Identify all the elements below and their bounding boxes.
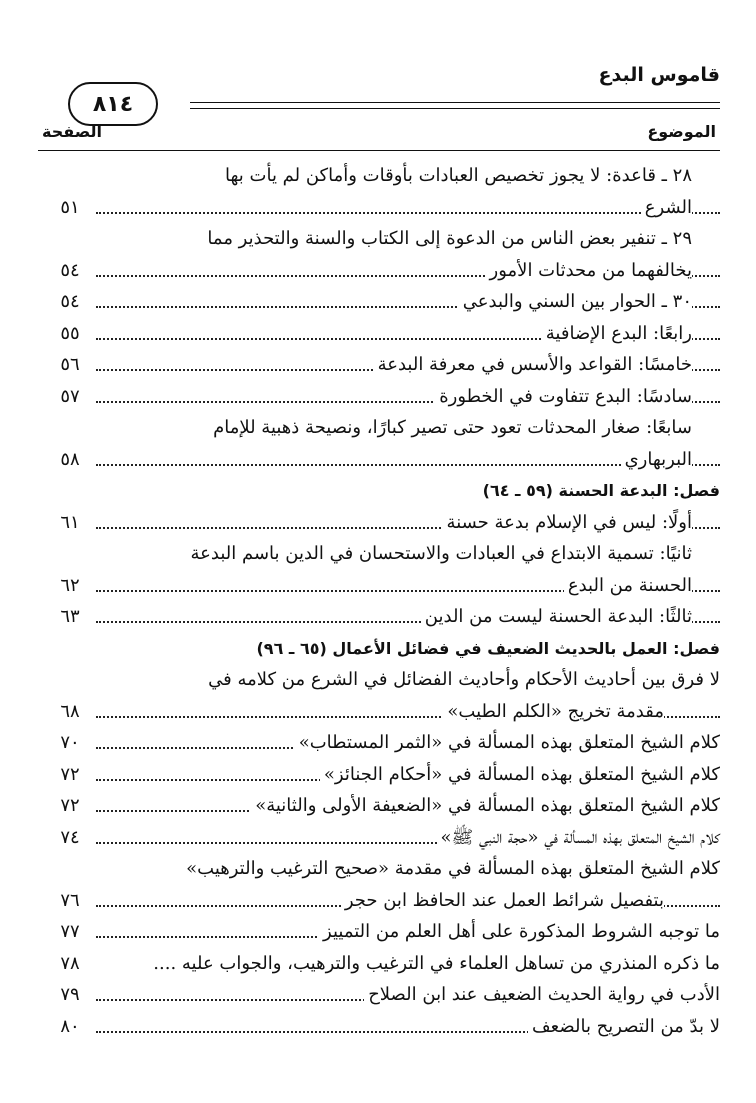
toc-entry [38, 192, 720, 224]
header-rule [190, 108, 720, 109]
toc-entry [38, 160, 720, 192]
toc-entry-title: ٢٨ ـ قاعدة: لا يجوز تخصيص العبادات بأوقات وأماكن لم يأت بها [221, 160, 692, 192]
toc-entry-title: كلام الشيخ المتعلق بهذه المسألة في «الضعيفة الأولى والثانية» [251, 790, 720, 822]
toc-entry [38, 916, 720, 948]
toc-entry-title: فصل: العمل بالحديث الضعيف في فضائل الأعمال (٦٥ ـ ٩٦) [252, 633, 720, 665]
page-number-badge [68, 82, 158, 126]
header-rule [190, 102, 720, 103]
toc-entry [38, 444, 720, 476]
toc-entry-page: ٦٨ [60, 700, 80, 722]
column-header-rule [38, 150, 720, 151]
toc-entry-title: كلام الشيخ المتعلق بهذه المسألة في «أحكام الجنائز» [320, 759, 720, 791]
toc-entry-title: كلام الشيخ المتعلق بهذه المسألة في «حجة النبي ﷺ» [437, 822, 720, 854]
toc-entry-page: ٧٢ [60, 795, 80, 816]
toc-entry-page: ٥٤ [60, 259, 80, 281]
toc-entry-page: ٧٩ [60, 984, 80, 1005]
dot-leader [96, 212, 720, 214]
toc-entry [38, 696, 720, 728]
toc-entry-title: الحسنة من البدع [564, 570, 692, 602]
toc-entry-title: بتفصيل شرائط العمل عند الحافظ ابن حجر [341, 885, 664, 917]
toc-entry-page: ٥٦ [60, 354, 80, 375]
toc-entry-page: ٥٥ [60, 322, 80, 344]
toc-entry [38, 853, 720, 885]
toc-entry-title: رابعًا: البدع الإضافية [542, 318, 692, 350]
toc-entry-title: لا بدّ من التصريح بالضعف [528, 1011, 720, 1043]
book-title: قاموس البدع [598, 64, 720, 86]
toc-entry-title: كلام الشيخ المتعلق بهذه المسألة في مقدمة «صحيح الترغيب والترهيب» [182, 853, 720, 885]
toc-entry [38, 822, 720, 854]
toc-entry [38, 979, 720, 1011]
page-number: ٨١٤ [92, 91, 134, 117]
toc-entry [38, 286, 720, 318]
toc-entry-title: ثالثًا: البدعة الحسنة ليست من الدين [421, 601, 692, 633]
toc-entry-page: ٦١ [60, 511, 80, 533]
toc-entry-title: كلام الشيخ المتعلق بهذه المسألة في «الثمر المستطاب» [295, 727, 720, 759]
toc-entry-page: ٧٢ [60, 763, 80, 785]
toc-entry-page: ٧٤ [60, 826, 80, 848]
toc-entry [38, 759, 720, 791]
toc-entries [38, 160, 720, 1042]
toc-entry [38, 412, 720, 444]
toc-entry-page: ٨٠ [60, 1015, 80, 1037]
toc-entry-page: ٥٤ [60, 291, 80, 312]
toc-entry-page: ٧٧ [60, 921, 80, 942]
toc-entry [38, 349, 720, 381]
toc-entry-title: فصل: البدعة الحسنة (٥٩ ـ ٦٤) [479, 475, 720, 507]
toc-entry-title: سادسًا: البدع تتفاوت في الخطورة [435, 381, 692, 413]
toc-entry [38, 885, 720, 917]
toc-section-heading [38, 633, 720, 665]
toc-entry-page: ٥١ [60, 196, 80, 218]
toc-entry-title: مقدمة تخريج «الكلم الطيب» [443, 696, 664, 728]
toc-entry-title: أولًا: ليس في الإسلام بدعة حسنة [443, 507, 692, 539]
toc-entry-title: ما توجبه الشروط المذكورة على أهل العلم من التمييز [319, 916, 720, 948]
toc-entry-title: البربهاري [621, 444, 692, 476]
toc-entry-page: ٧٦ [60, 889, 80, 911]
page-column-label: الصفحة [42, 122, 103, 141]
toc-entry-page: ٧٨ [60, 952, 80, 974]
toc-entry [38, 1011, 720, 1043]
toc-entry [38, 538, 720, 570]
toc-entry [38, 223, 720, 255]
column-header [38, 122, 720, 148]
toc-entry-page: ٦٢ [60, 574, 80, 596]
toc-entry-title: لا فرق بين أحاديث الأحكام وأحاديث الفضائل في الشرع من كلامه في [204, 664, 720, 696]
toc-entry [38, 255, 720, 287]
toc-entry-title: خامسًا: القواعد والأسس في معرفة البدعة [374, 349, 692, 381]
toc-entry [38, 318, 720, 350]
toc-entry-title: سابعًا: صغار المحدثات تعود حتى تصير كبارًا، ونصيحة ذهبية للإمام [209, 412, 692, 444]
toc-entry-title: يخالفهما من محدثات الأمور [486, 255, 692, 287]
running-head [38, 64, 720, 124]
toc-page [38, 38, 720, 1078]
toc-entry-title: ثانيًا: تسمية الابتداع في العبادات والاستحسان في الدين باسم البدعة [186, 538, 692, 570]
toc-entry [38, 381, 720, 413]
toc-entry [38, 570, 720, 602]
toc-entry-title: الشرع [641, 192, 692, 224]
toc-entry-page: ٥٨ [60, 448, 80, 470]
toc-entry-title: ٣٠ ـ الحوار بين السني والبدعي [459, 286, 692, 318]
toc-entry [38, 790, 720, 822]
toc-entry [38, 664, 720, 696]
toc-entry [38, 507, 720, 539]
toc-entry-page: ٦٣ [60, 606, 80, 627]
subject-column-label: الموضوع [647, 122, 716, 141]
toc-entry-title: ٢٩ ـ تنفير بعض الناس من الدعوة إلى الكتاب والسنة والتحذير مما [203, 223, 692, 255]
toc-entry [38, 727, 720, 759]
toc-section-heading [38, 475, 720, 507]
toc-entry [38, 948, 720, 980]
toc-entry-page: ٧٠ [60, 732, 80, 753]
toc-entry-title: الأدب في رواية الحديث الضعيف عند ابن الصلاح [364, 979, 720, 1011]
toc-entry-page: ٥٧ [60, 385, 80, 407]
toc-entry [38, 601, 720, 633]
toc-entry-title: ما ذكره المنذري من تساهل العلماء في الترغيب والترهيب، والجواب عليه .... [149, 948, 720, 980]
